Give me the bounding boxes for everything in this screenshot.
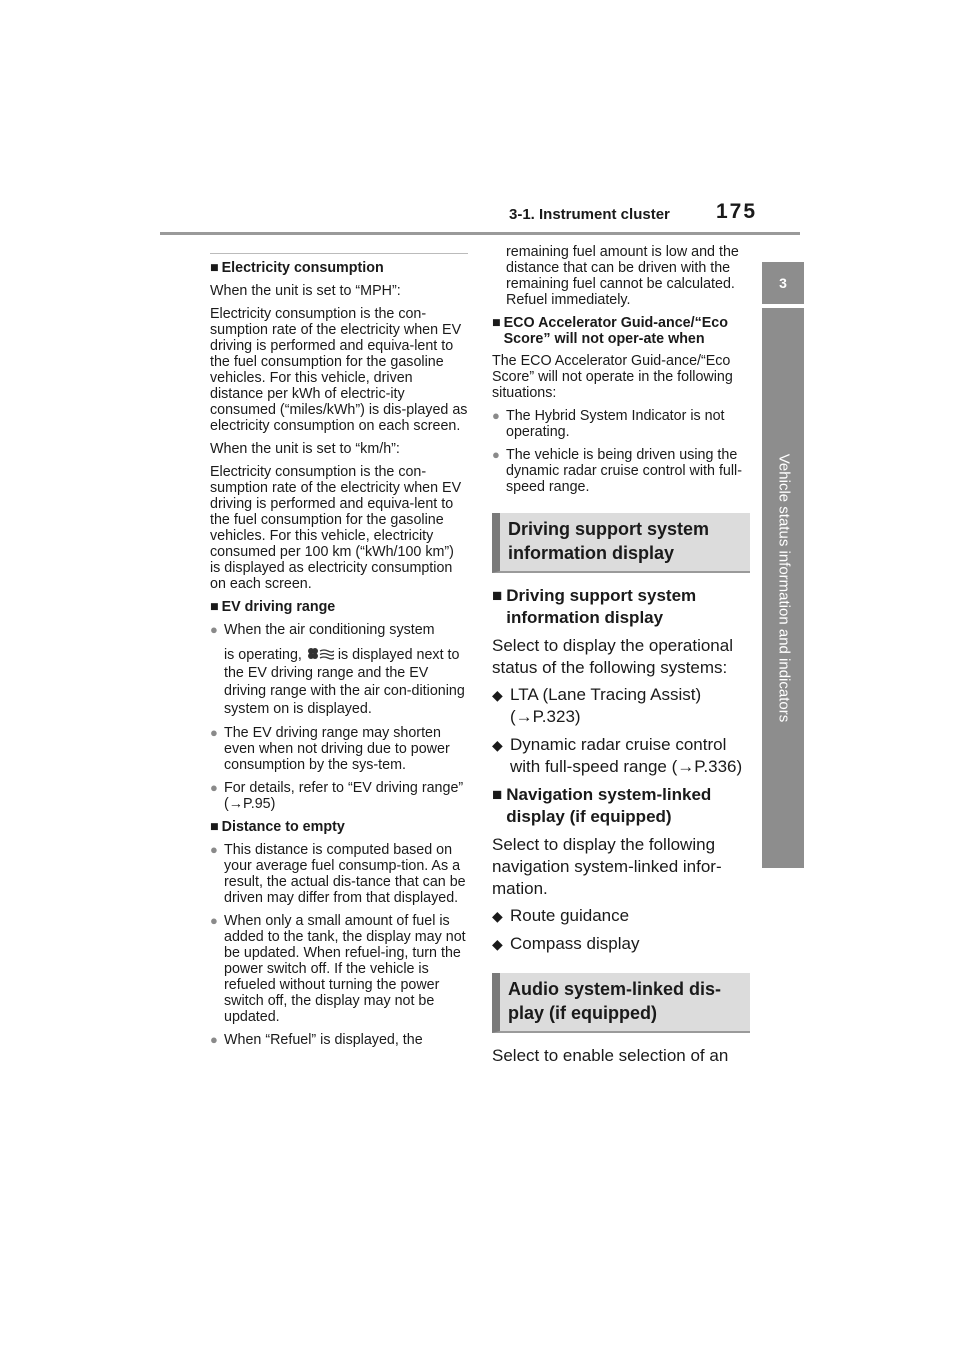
- section-box-audio-linked: Audio system-linked dis-play (if equipped): [492, 973, 750, 1033]
- paragraph: Select to display the operational status of the following systems:: [492, 636, 733, 677]
- circle-bullet-icon: ●: [210, 913, 218, 928]
- square-bullet-icon: ■: [210, 819, 219, 835]
- square-bullet-icon: ■: [210, 599, 219, 615]
- list-item: ◆ LTA (Lane Tracing Assist) (→P.323): [492, 685, 702, 726]
- circle-bullet-icon: ●: [492, 447, 500, 462]
- circle-bullet-icon: ●: [210, 780, 218, 795]
- paragraph-block: [492, 834, 750, 900]
- list-item: ● The Hybrid System Indicator is not operating.: [492, 408, 725, 440]
- list-item: ● This distance is computed based on your average fuel consump-tion. As a result, the actual dis-tance that can be driven may differ from that displayed.: [210, 842, 466, 906]
- page-number: 175: [716, 200, 758, 223]
- diamond-bullet-icon: ◆: [492, 737, 503, 753]
- list-item: ◆ Dynamic radar cruise control with full-speed range (→P.336): [492, 735, 743, 776]
- circle-bullet-icon: ●: [210, 725, 218, 740]
- circle-bullet-icon: ●: [210, 842, 218, 857]
- square-bullet-icon: ■: [492, 315, 501, 331]
- list-item: ● When only a small amount of fuel is added to the tank, the display may not be updated. When refuel-ing, turn the power switch off. If the vehicle is refueled without turning the power switch off, the display may not be updated.: [210, 913, 466, 1025]
- paragraph-block: [492, 635, 750, 679]
- section-title: 3-1. Instrument cluster: [509, 206, 670, 223]
- left-column: [210, 254, 468, 1055]
- heading-eco-accelerator: ■ ECO Accelerator Guid-ance/“Eco Score” will not oper-ate when: [492, 315, 728, 347]
- square-bullet-icon: ■: [492, 785, 503, 804]
- paragraph: Select to enable selection of an: [492, 1046, 729, 1065]
- circle-bullet-icon: ●: [210, 622, 218, 637]
- list-item: ● For details, refer to “EV driving range” (→P.95): [210, 780, 464, 812]
- paragraph: Electricity consumption is the con-sumption rate of the electricity when EV driving is performed and equiva-lent to the fuel consumption for the gasoline vehicles. For this vehicle, electricity consumed per 100 km (“kWh/100 km”) is displayed as electricity consumption on each screen.: [210, 464, 462, 592]
- list-item: ● The EV driving range may shorten even when not driving due to power consumption by the sys-tem.: [210, 725, 450, 773]
- heading-ev-driving-range: ■ EV driving range: [210, 599, 336, 615]
- heading-electricity-consumption: ■ Electricity consumption: [210, 260, 384, 276]
- paragraph: The ECO Accelerator Guid-ance/“Eco Score” will not operate in the following situations:: [492, 353, 733, 401]
- heading-navigation-linked: ■ Navigation system-linked display (if equipped): [492, 785, 712, 826]
- list-item: ● When “Refuel” is displayed, the: [210, 1032, 423, 1048]
- paragraph: When the unit is set to “km/h”:: [210, 441, 400, 457]
- header-rule: [160, 232, 800, 235]
- paragraph-continuation: remaining fuel amount is low and the distance that can be driven with the remaining fuel cannot be calculated. Refuel immediately.: [506, 244, 739, 308]
- list-item: ◆ Compass display: [492, 934, 640, 953]
- paragraph: When the unit is set to “MPH”:: [210, 283, 401, 299]
- heading-driving-support: ■ Driving support system information display: [492, 586, 697, 627]
- diamond-bullet-icon: ◆: [492, 687, 503, 703]
- chapter-side-label: Vehicle status information and indicators: [775, 453, 793, 723]
- paragraph: Electricity consumption is the con-sumption rate of the electricity when EV driving is performed and equiva-lent to the fuel consumption for the gasoline vehicles. For this vehicle, driven distance per kWh of electric-ity consumed (“miles/kWh”) is dis-played as electricity consumption on each screen.: [210, 306, 468, 434]
- diamond-bullet-icon: ◆: [492, 908, 503, 924]
- square-bullet-icon: ■: [210, 260, 219, 276]
- chapter-number-tab: 3: [762, 262, 804, 304]
- section-box-driving-support: Driving support system information display: [492, 513, 750, 573]
- paragraph-block: [492, 1045, 750, 1067]
- paragraph: Select to display the following navigation system-linked infor-mation.: [492, 835, 722, 898]
- list-item: ◆ Route guidance: [492, 906, 630, 925]
- list-item: ● The vehicle is being driven using the dynamic radar cruise control with full-speed range.: [492, 447, 742, 495]
- list-item: ● When the air conditioning system is operating, is displayed next to the EV driving range and the EV driving range with the air con-ditioning system on is displayed.: [210, 622, 465, 717]
- right-column: [492, 244, 750, 1072]
- air-conditioning-fan-icon: [306, 647, 334, 661]
- circle-bullet-icon: ●: [492, 408, 500, 423]
- diamond-bullet-icon: ◆: [492, 936, 503, 952]
- heading-distance-to-empty: ■ Distance to empty: [210, 819, 345, 835]
- circle-bullet-icon: ●: [210, 1032, 218, 1047]
- square-bullet-icon: ■: [492, 586, 503, 605]
